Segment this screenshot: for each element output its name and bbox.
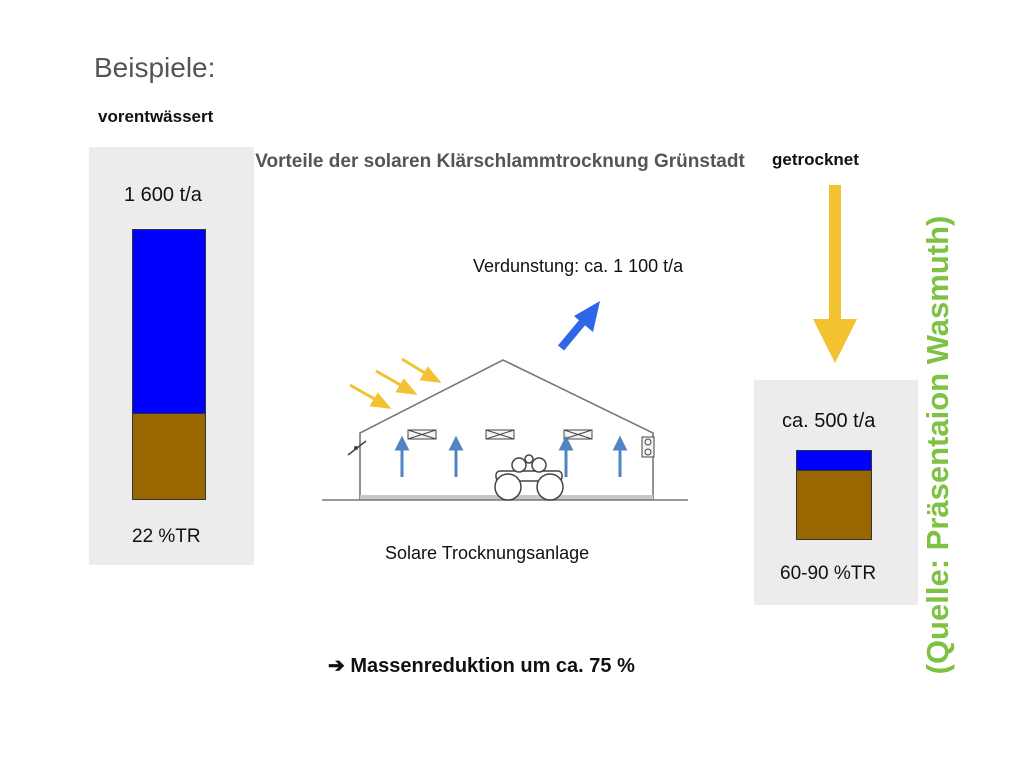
exhaust-fan-icon <box>642 437 654 457</box>
before-water-segment <box>133 230 205 413</box>
page-title: Beispiele: <box>94 52 216 83</box>
mass-reduction-result <box>328 653 635 678</box>
after-amount: ca. 500 t/a <box>782 410 876 432</box>
after-dry-matter: 60-90 %TR <box>780 563 877 584</box>
before-label: vorentwässert <box>98 107 214 126</box>
after-composition-bar <box>796 450 872 540</box>
drying-down-arrow-icon <box>810 185 860 365</box>
diagram-heading: Vorteile der solaren Klärschlammtrocknung Grünstadt <box>255 151 745 172</box>
before-dry-matter: 22 %TR <box>132 526 201 547</box>
evaporation-label: Verdunstung: ca. 1 100 t/a <box>473 256 684 276</box>
after-water-segment <box>797 451 871 470</box>
right-arrow-icon: ➔ <box>328 655 345 677</box>
mass-reduction-text: Massenreduktion um ca. 75 % <box>350 655 635 677</box>
source-citation: (Quelle: Präsentaion Wasmuth) <box>920 215 955 675</box>
before-amount: 1 600 t/a <box>124 184 202 206</box>
fan-icon <box>408 430 592 439</box>
evaporation-arrow-icon <box>552 296 608 356</box>
after-label: getrocknet <box>772 150 859 169</box>
before-composition-bar <box>132 229 206 500</box>
after-solids-segment <box>797 470 871 539</box>
plant-label: Solare Trocknungsanlage <box>385 543 590 563</box>
solar-drying-plant-illustration <box>320 355 692 515</box>
sludge-turner-icon <box>495 455 563 500</box>
before-solids-segment <box>133 413 205 499</box>
